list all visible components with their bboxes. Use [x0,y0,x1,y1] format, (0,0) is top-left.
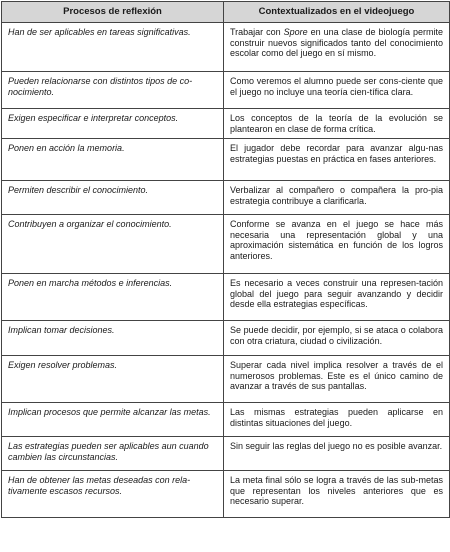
row-context-cell: El jugador debe recordar para avanzar algu-nas estrategias puestas en práctica en fases anteriores. [224,139,450,181]
row-context-cell: Se puede decidir, por ejemplo, si se ataca o colabora con otra criatura, ciudad o civilización. [224,321,450,356]
context-text: en una clase de biología permite construir nuevos significados tanto del conocimiento escolar como del juego en sí mismo. [230,27,443,58]
header-videogame-context: Contextualizados en el videojuego [224,2,450,23]
row-process-cell: Permiten describir el conocimiento. [2,181,224,215]
context-text: Trabajar con [230,27,284,37]
row-context-cell: Superar cada nivel implica resolver a través de el numerosos problemas. Este es el único camino de avanzar a través de sus pantallas. [224,356,450,403]
row-process-cell: Implican procesos que permite alcanzar las metas. [2,403,224,437]
table-row [2,403,450,437]
table-row [2,321,450,356]
row-process-cell: Las estrategias pueden ser aplicables aun cuando cambien las circunstancias. [2,437,224,471]
row-process-cell: Han de obtener las metas deseadas con rela-tivamente escasos recursos. [2,471,224,518]
row-process-cell: Implican tomar decisiones. [2,321,224,356]
row-context-cell [224,23,450,72]
table-row [2,181,450,215]
row-context-cell: Verbalizar al compañero o compañera la pro-pia estrategia contribuye a clarificarla. [224,181,450,215]
row-process-cell: Ponen en acción la memoria. [2,139,224,181]
row-process-cell: Exigen resolver problemas. [2,356,224,403]
table-row [2,274,450,321]
row-process-cell: Exigen especificar e interpretar conceptos. [2,109,224,139]
table-row [2,72,450,109]
row-context-cell: Sin seguir las reglas del juego no es posible avanzar. [224,437,450,471]
table-row [2,139,450,181]
table-row [2,356,450,403]
header-reflection-processes: Procesos de reflexión [2,2,224,23]
row-process-cell: Han de ser aplicables en tareas significativas. [2,23,224,72]
row-context-cell: Los conceptos de la teoría de la evolución se plantearon en clase de forma crítica. [224,109,450,139]
row-context-cell: La meta final sólo se logra a través de las sub-metas que representan los niveles anteriores que es necesario superar. [224,471,450,518]
row-context-cell: Las mismas estrategias pueden aplicarse en distintas situaciones del juego. [224,403,450,437]
table-row [2,215,450,274]
row-context-cell: Es necesario a veces construir una represen-tación global del juego para seguir avanzando y decidir desde ella estrategias específicas. [224,274,450,321]
reflection-processes-table [1,1,450,518]
table-row [2,23,450,72]
game-title-text: Spore [283,27,308,37]
table-header-row [2,2,450,23]
table-row [2,471,450,518]
row-process-cell: Pueden relacionarse con distintos tipos de co-nocimiento. [2,72,224,109]
row-context-cell: Como veremos el alumno puede ser cons-ciente que el juego no incluye una teoría cien-tífica clara. [224,72,450,109]
row-process-cell: Contribuyen a organizar el conocimiento. [2,215,224,274]
row-context-cell: Conforme se avanza en el juego se hace más necesaria una representación global y una aproximación sistemática en función de los logros anteriores. [224,215,450,274]
table-row [2,109,450,139]
row-process-cell: Ponen en marcha métodos e inferencias. [2,274,224,321]
table-row [2,437,450,471]
